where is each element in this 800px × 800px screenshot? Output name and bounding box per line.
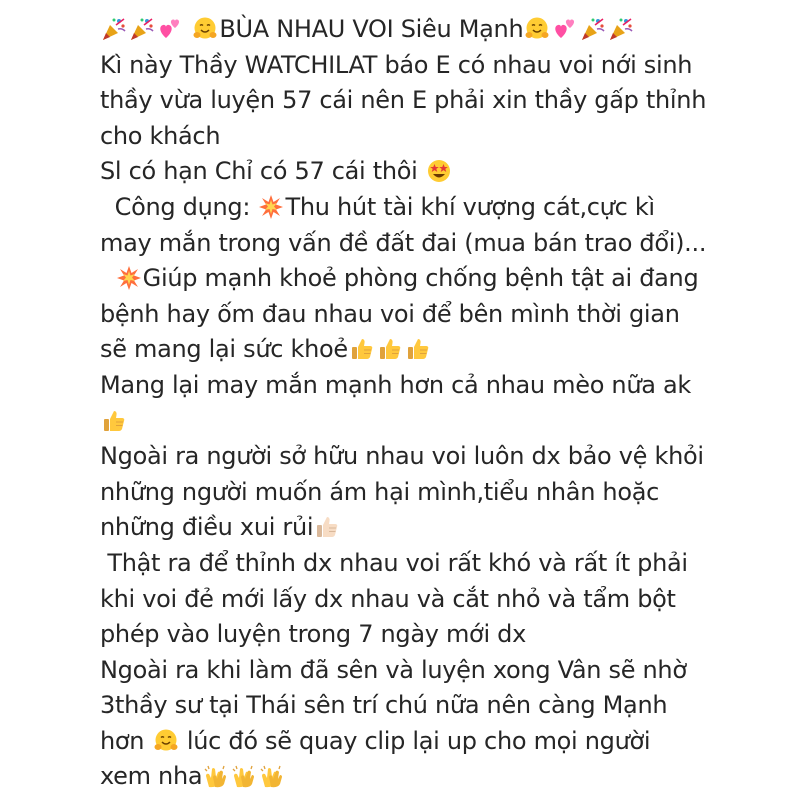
text-line [100,332,790,368]
text-line [100,12,790,48]
text-line [100,724,790,760]
hugging-face-icon [153,728,179,754]
party-popper-icon [580,16,606,42]
text-segment: Sl có hạn Chỉ có 57 cái thôi [100,157,425,186]
thumbs-up-icon [405,336,431,362]
text-segment: cho khách [100,121,221,150]
text-segment: bệnh hay ốm đau nhau voi để bên mình thời gian [100,299,680,328]
clapping-hands-icon [259,763,285,789]
star-struck-icon [426,158,452,184]
text-line [100,190,790,226]
text-line [100,759,790,795]
collision-icon [116,265,142,291]
text-line [100,368,790,404]
party-popper-icon [129,16,155,42]
text-line [100,297,790,333]
collision-icon [258,194,284,220]
text-line [100,404,790,440]
hugging-face-icon [192,16,218,42]
text-segment: Mang lại may mắn mạnh hơn cả nhau mèo nữa ak [100,370,691,399]
text-line [100,475,790,511]
text-segment: khi voi đẻ mới lấy dx nhau và cắt nhỏ và tẩm bột [100,584,676,613]
text-line [100,439,790,475]
text-line [100,83,790,119]
text-segment [184,15,191,43]
thumbs-up-icon [349,336,375,362]
text-segment: thầy vừa luyện 57 cái nên E phải xin thầy gấp thỉnh [100,86,707,115]
text-segment: Giúp mạnh khoẻ phòng chống bệnh tật ai đang [142,264,699,293]
party-popper-icon [608,16,634,42]
text-line [100,546,790,582]
thumbs-up-light-icon [314,514,340,540]
party-popper-icon [101,16,127,42]
text-segment: Ngoài ra người sở hữu nhau voi luôn dx bảo vệ khỏi [100,442,704,471]
thumbs-up-icon [101,408,127,434]
text-line [100,510,790,546]
text-segment: Ngoài ra khi làm đã sên và luyện xong Vân sẽ nhờ [100,655,687,684]
text-segment: hơn [100,726,152,755]
text-line [100,48,790,84]
text-segment: Thu hút tài khí vượng cát,cực kì [285,192,655,221]
clapping-hands-icon [231,763,257,789]
text-segment: BÙA NHAU VOI Siêu Mạnh [219,15,524,43]
note-text [100,12,790,795]
text-segment [100,264,115,292]
text-line [100,688,790,724]
text-segment: may mắn trong vấn đề đất đai (mua bán trao đổi)... [100,228,707,257]
text-line [100,154,790,190]
text-segment: sẽ mang lại sức khoẻ [100,335,348,364]
text-line [100,261,790,297]
text-segment: Kì này Thầy WATCHILAT báo E có nhau voi nới sinh [100,50,693,79]
hugging-face-icon [524,16,550,42]
text-line [100,582,790,618]
text-line [100,653,790,689]
two-hearts-icon [552,16,578,42]
text-segment: những người muốn ám hại mình,tiểu nhân hoặc [100,477,660,506]
text-segment: Thật ra để thỉnh dx nhau voi rất khó và rất ít phải [100,548,688,577]
text-segment: Công dụng: [100,192,258,221]
text-line [100,617,790,653]
text-segment: những điều xui rủi [100,513,314,542]
two-hearts-icon [157,16,183,42]
clapping-hands-icon [203,763,229,789]
text-segment: phép vào luyện trong 7 ngày mới dx [100,620,526,649]
text-segment: 3thầy sư tại Thái sên trí chú nữa nên càng Mạnh [100,691,668,720]
thumbs-up-icon [377,336,403,362]
text-segment: xem nha [100,762,203,791]
text-segment: lúc đó sẽ quay clip lại up cho mọi người [179,726,651,755]
text-line [100,119,790,155]
text-line [100,226,790,262]
